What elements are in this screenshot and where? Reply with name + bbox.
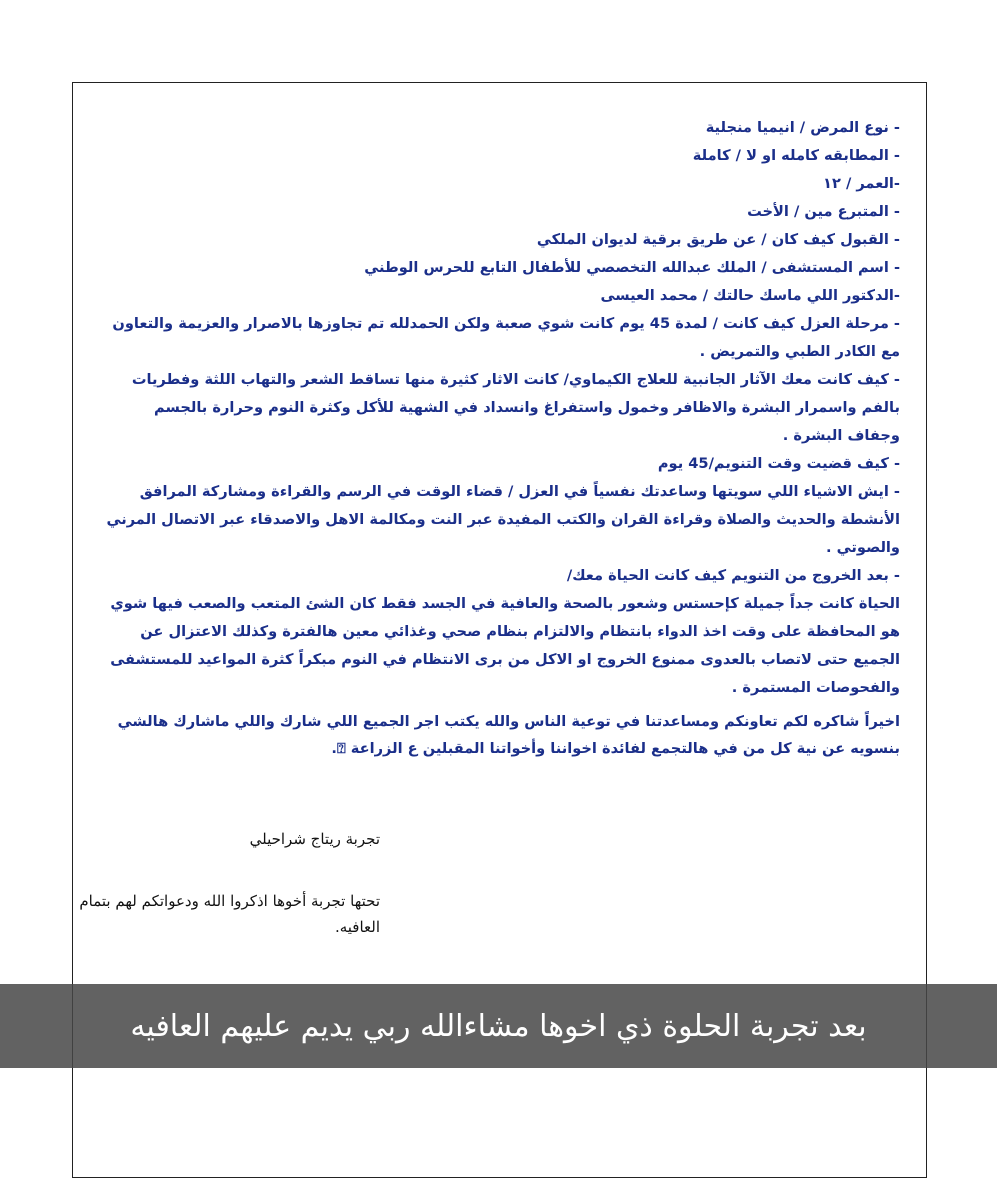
line-after-discharge: - بعد الخروج من التنويم كيف كانت الحياة معك/ xyxy=(566,567,900,584)
line-hospital-stay: - كيف قضيت وقت التنويم/45 يوم xyxy=(657,455,900,472)
line-life-after: الحياة كانت جداً جميلة كإحستس وشعور بالصحة والعافية في الجسد فقط كان الشئ المتعب والصعب فيها شوي هو المحافظة على وقت اخذ الدواء بانتظام والالتزام بنظام صحي وغذائي معين هالفترة وكذلك الاعتزال عن الجميع حتى لاتصاب بالعدوى ممنوع الخروج او الاكل من برى الانتظام في النوم مبكراً كثرة المواعيد للمستشفى والفحوصات المستمرة . xyxy=(110,595,900,696)
line-donor: - المتبرع مين / الأخت xyxy=(747,203,900,220)
closing-text: اخيراً شاكره لكم تعاونكم ومساعدتنا في توعية الناس والله يكتب اجر الجميع اللي شارك واللي ماشارك هالشي بنسويه عن نية كل من في هالتجمع لفائدة اخواننا وأخواتنا المقبلين ع الزراعة ⍰. xyxy=(117,713,900,757)
line-isolation: - مرحلة العزل كيف كانت / لمدة 45 يوم كانت شوي صعبة ولكن الحمدلله تم تجاوزها بالاصرار والعزيمة والتعاون مع الكادر الطبي والتمريض . xyxy=(112,315,900,360)
line-acceptance: - القبول كيف كان / عن طريق برقية لديوان الملكي xyxy=(536,231,900,248)
line-side-effects: - كيف كانت معك الآثار الجانبية للعلاج الكيماوي/ كانت الاثار كثيرة منها تساقط الشعر والتهاب اللثة وفطريات بالفم واسمرار البشرة والاظافر وخمول واستفراغ وانسداد في الشهية للأكل وكثرة النوم وحرارة بالجسم وجفاف البشرة . xyxy=(131,371,900,444)
line-disease-type: - نوع المرض / انيميا منجلية xyxy=(705,119,900,136)
caption-text: بعد تجربة الحلوة ذي اخوها مشاءالله ربي يديم عليهم العافيه xyxy=(130,1008,867,1044)
caption-bar xyxy=(0,984,997,1068)
note-text: تحتها تجربة أخوها اذكروا الله ودعواتكم لهم بتمام العافيه. xyxy=(79,892,380,936)
note xyxy=(60,888,380,940)
closing-paragraph xyxy=(98,708,900,762)
document-body xyxy=(98,114,900,702)
line-match: - المطابقه كامله او لا / كاملة xyxy=(692,147,900,164)
line-doctor: -الدكتور اللي ماسك حالتك / محمد العيسى xyxy=(600,287,900,304)
signature: تجربة ريتاج شراحيلي xyxy=(249,830,380,848)
line-hospital: - اسم المستشفى / الملك عبدالله التخصصي للأطفال التابع للحرس الوطني xyxy=(364,259,900,276)
line-age: -العمر / ١٢ xyxy=(823,175,900,192)
line-coping: - ايش الاشياء اللي سويتها وساعدتك نفسياً في العزل / قضاء الوقت في الرسم والقراءة ومشاركة المرافق الأنشطة والحديث والصلاة وقراءة القران والكتب المفيدة عبر النت ومكالمة الاهل والاصدقاء عبر الاتصال المرني والصوتي . xyxy=(106,483,900,556)
